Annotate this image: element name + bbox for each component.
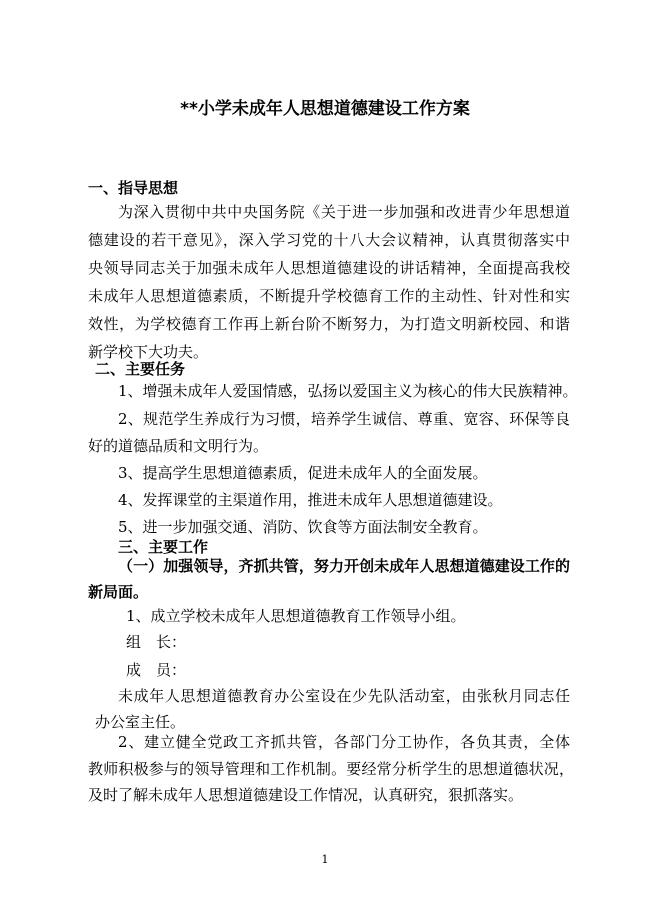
work-item-2-line-1: 2、建立健全党政工齐抓共管，各部门分工协作，各负其责，全体	[118, 733, 570, 751]
section-1-line-5: 效性，为学校德育工作再上新台阶不断努力，为打造文明新校园、和谐	[88, 315, 570, 333]
section-2-heading: 二、主要任务	[95, 360, 186, 378]
section-1-line-3: 央领导同志关于加强未成年人思想道德建设的讲话精神，全面提高我校	[88, 259, 570, 277]
work-item-2-line-3: 及时了解未成年人思想道德建设工作情况，认真研究，狠抓落实。	[88, 786, 524, 804]
section-1-line-1: 为深入贯彻中共中央国务院《关于进一步加强和改进青少年思想道	[118, 203, 570, 221]
section-1-line-6: 新学校下大功夫。	[88, 343, 209, 361]
office-line-1: 未成年人思想道德教育办公室设在少先队活动室，由张秋月同志任	[118, 687, 570, 705]
document-title: **小学未成年人思想道德建设工作方案	[180, 99, 470, 119]
leader-label: 组 长：	[126, 633, 187, 651]
task-item-2-line-1: 2、规范学生养成行为习惯，培养学生诚信、尊重、宽容、环保等良	[118, 410, 570, 428]
section-1-line-2: 德建设的若干意见》，深入学习党的十八大会议精神，认真贯彻落实中	[88, 231, 570, 249]
office-line-2: 办公室主任。	[95, 713, 186, 731]
section-1-line-4: 未成年人思想道德素质，不断提升学校德育工作的主动性、针对性和实	[88, 287, 570, 305]
work-item-2-line-2: 教师积极参与的领导管理和工作机制。要经常分析学生的思想道德状况，	[88, 760, 574, 778]
task-item-2-line-2: 好的道德品质和文明行为。	[88, 437, 269, 455]
task-item-4: 4、发挥课堂的主渠道作用，推进未成年人思想道德建设。	[118, 491, 503, 509]
work-item-1: 1、成立学校未成年人思想道德教育工作领导小组。	[126, 607, 466, 625]
task-item-5: 5、进一步加强交通、消防、饮食等方面法制安全教育。	[118, 518, 488, 536]
section-1-heading: 一、指导思想	[88, 179, 179, 197]
section-3-subheading-line-2: 新局面。	[88, 583, 149, 601]
task-item-1: 1、增强未成年人爱国情感，弘扬以爱国主义为核心的伟大民族精神。	[118, 382, 578, 400]
page-number: 1	[321, 853, 329, 866]
section-3-heading: 三、主要工作	[118, 538, 209, 556]
section-3-subheading-line-1: （一）加强领导，齐抓共管，努力开创未成年人思想道德建设工作的	[118, 557, 570, 575]
members-label: 成 员：	[126, 661, 187, 679]
task-item-3: 3、提高学生思想道德素质，促进未成年人的全面发展。	[118, 464, 488, 482]
